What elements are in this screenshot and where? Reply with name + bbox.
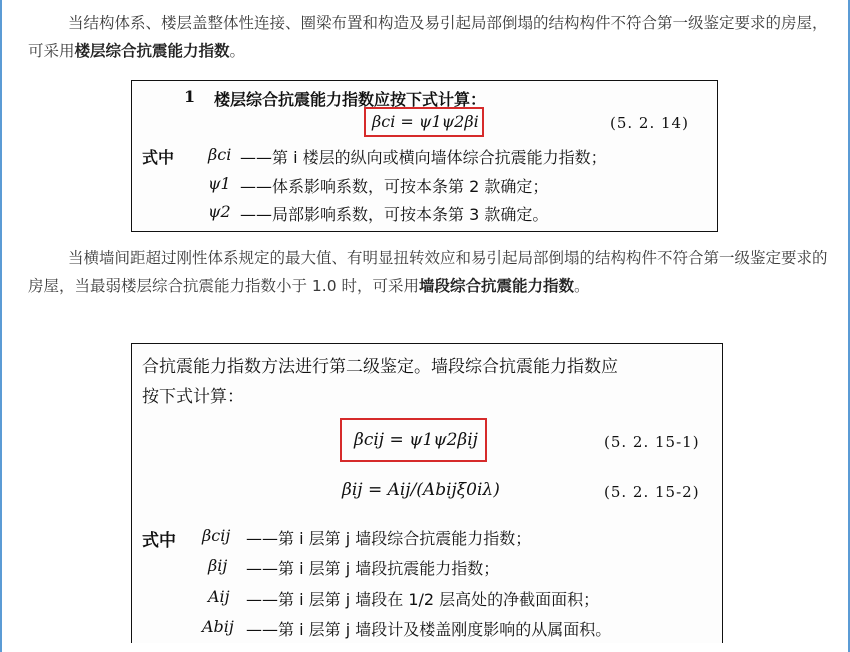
formula-5-2-15-1: βcij = ψ1ψ2βij [354,430,478,450]
paragraph-2 [28,244,828,300]
box2-def1-text: ——第 i 层第 j 墙段综合抗震能力指数； [246,529,532,548]
scan-image-1 [131,80,718,232]
box2-def2-text: ——第 i 层第 j 墙段抗震能力指数； [246,559,500,578]
formula-5-2-14: βci = ψ1ψ2βi [372,112,479,131]
eq-number-5-2-15-2: (5. 2. 15-2) [604,483,700,501]
box2-def2-symbol: βij [208,556,228,575]
box2-line-1: 合抗震能力指数方法进行第二级鉴定。墙段综合抗震能力指数应 [142,357,618,377]
def3-symbol: ψ2 [208,202,231,221]
box2-def3-text: ——第 i 层第 j 墙段在 1/2 层高处的净截面面积； [246,590,600,609]
box2-def4-text: ——第 i 层第 j 墙段计及楼盖刚度影响的从属面积。 [246,620,612,639]
def1-symbol: βci [208,145,232,164]
left-border [0,0,2,652]
def3-text: ——局部影响系数，可按本条第 3 款确定。 [240,205,549,224]
eq-number-5-2-15-1: (5. 2. 15-1) [604,433,700,451]
heading-number: 1 [184,87,196,106]
heading-text: 楼层综合抗震能力指数应按下式计算： [214,90,487,109]
def2-symbol: ψ1 [208,174,231,193]
box2-def1-symbol: βcij [202,526,231,545]
box2-def3-symbol: Aij [208,587,230,606]
paragraph-1 [28,9,828,65]
paragraph-1-text: 当结构体系、楼层盖整体性连接、圈梁布置和构造及易引起局部倒塌的结构构件不符合第一级鉴定要求的房屋，可采用 [28,14,828,60]
def2-text: ——体系影响系数，可按本条第 2 款确定； [240,177,549,196]
where-label: 式中 [142,148,175,167]
paragraph-1-end: 。 [229,42,246,60]
eq-number-5-2-14: (5. 2. 14) [610,114,689,132]
formula-5-2-15-2: βij = Aij/(Abijξ0iλ) [342,480,500,500]
paragraph-2-end: 。 [574,277,590,295]
box2-def4-symbol: Abij [202,617,234,636]
paragraph-2-text: 当横墙间距超过刚性体系规定的最大值、有明显扭转效应和易引起局部倒塌的结构构件不符合第一级鉴定要求的房屋，当最弱楼层综合抗震能力指数小于 1.0 时，可采用 [28,249,828,295]
paragraph-1-bold: 楼层综合抗震能力指数 [74,42,230,60]
def1-text: ——第 i 楼层的纵向或横向墙体综合抗震能力指数； [240,148,607,167]
where-label-2: 式中 [142,531,176,551]
box2-line-2: 按下式计算： [142,387,244,407]
paragraph-2-bold: 墙段综合抗震能力指数 [419,277,575,295]
scan-image-2 [131,343,723,643]
